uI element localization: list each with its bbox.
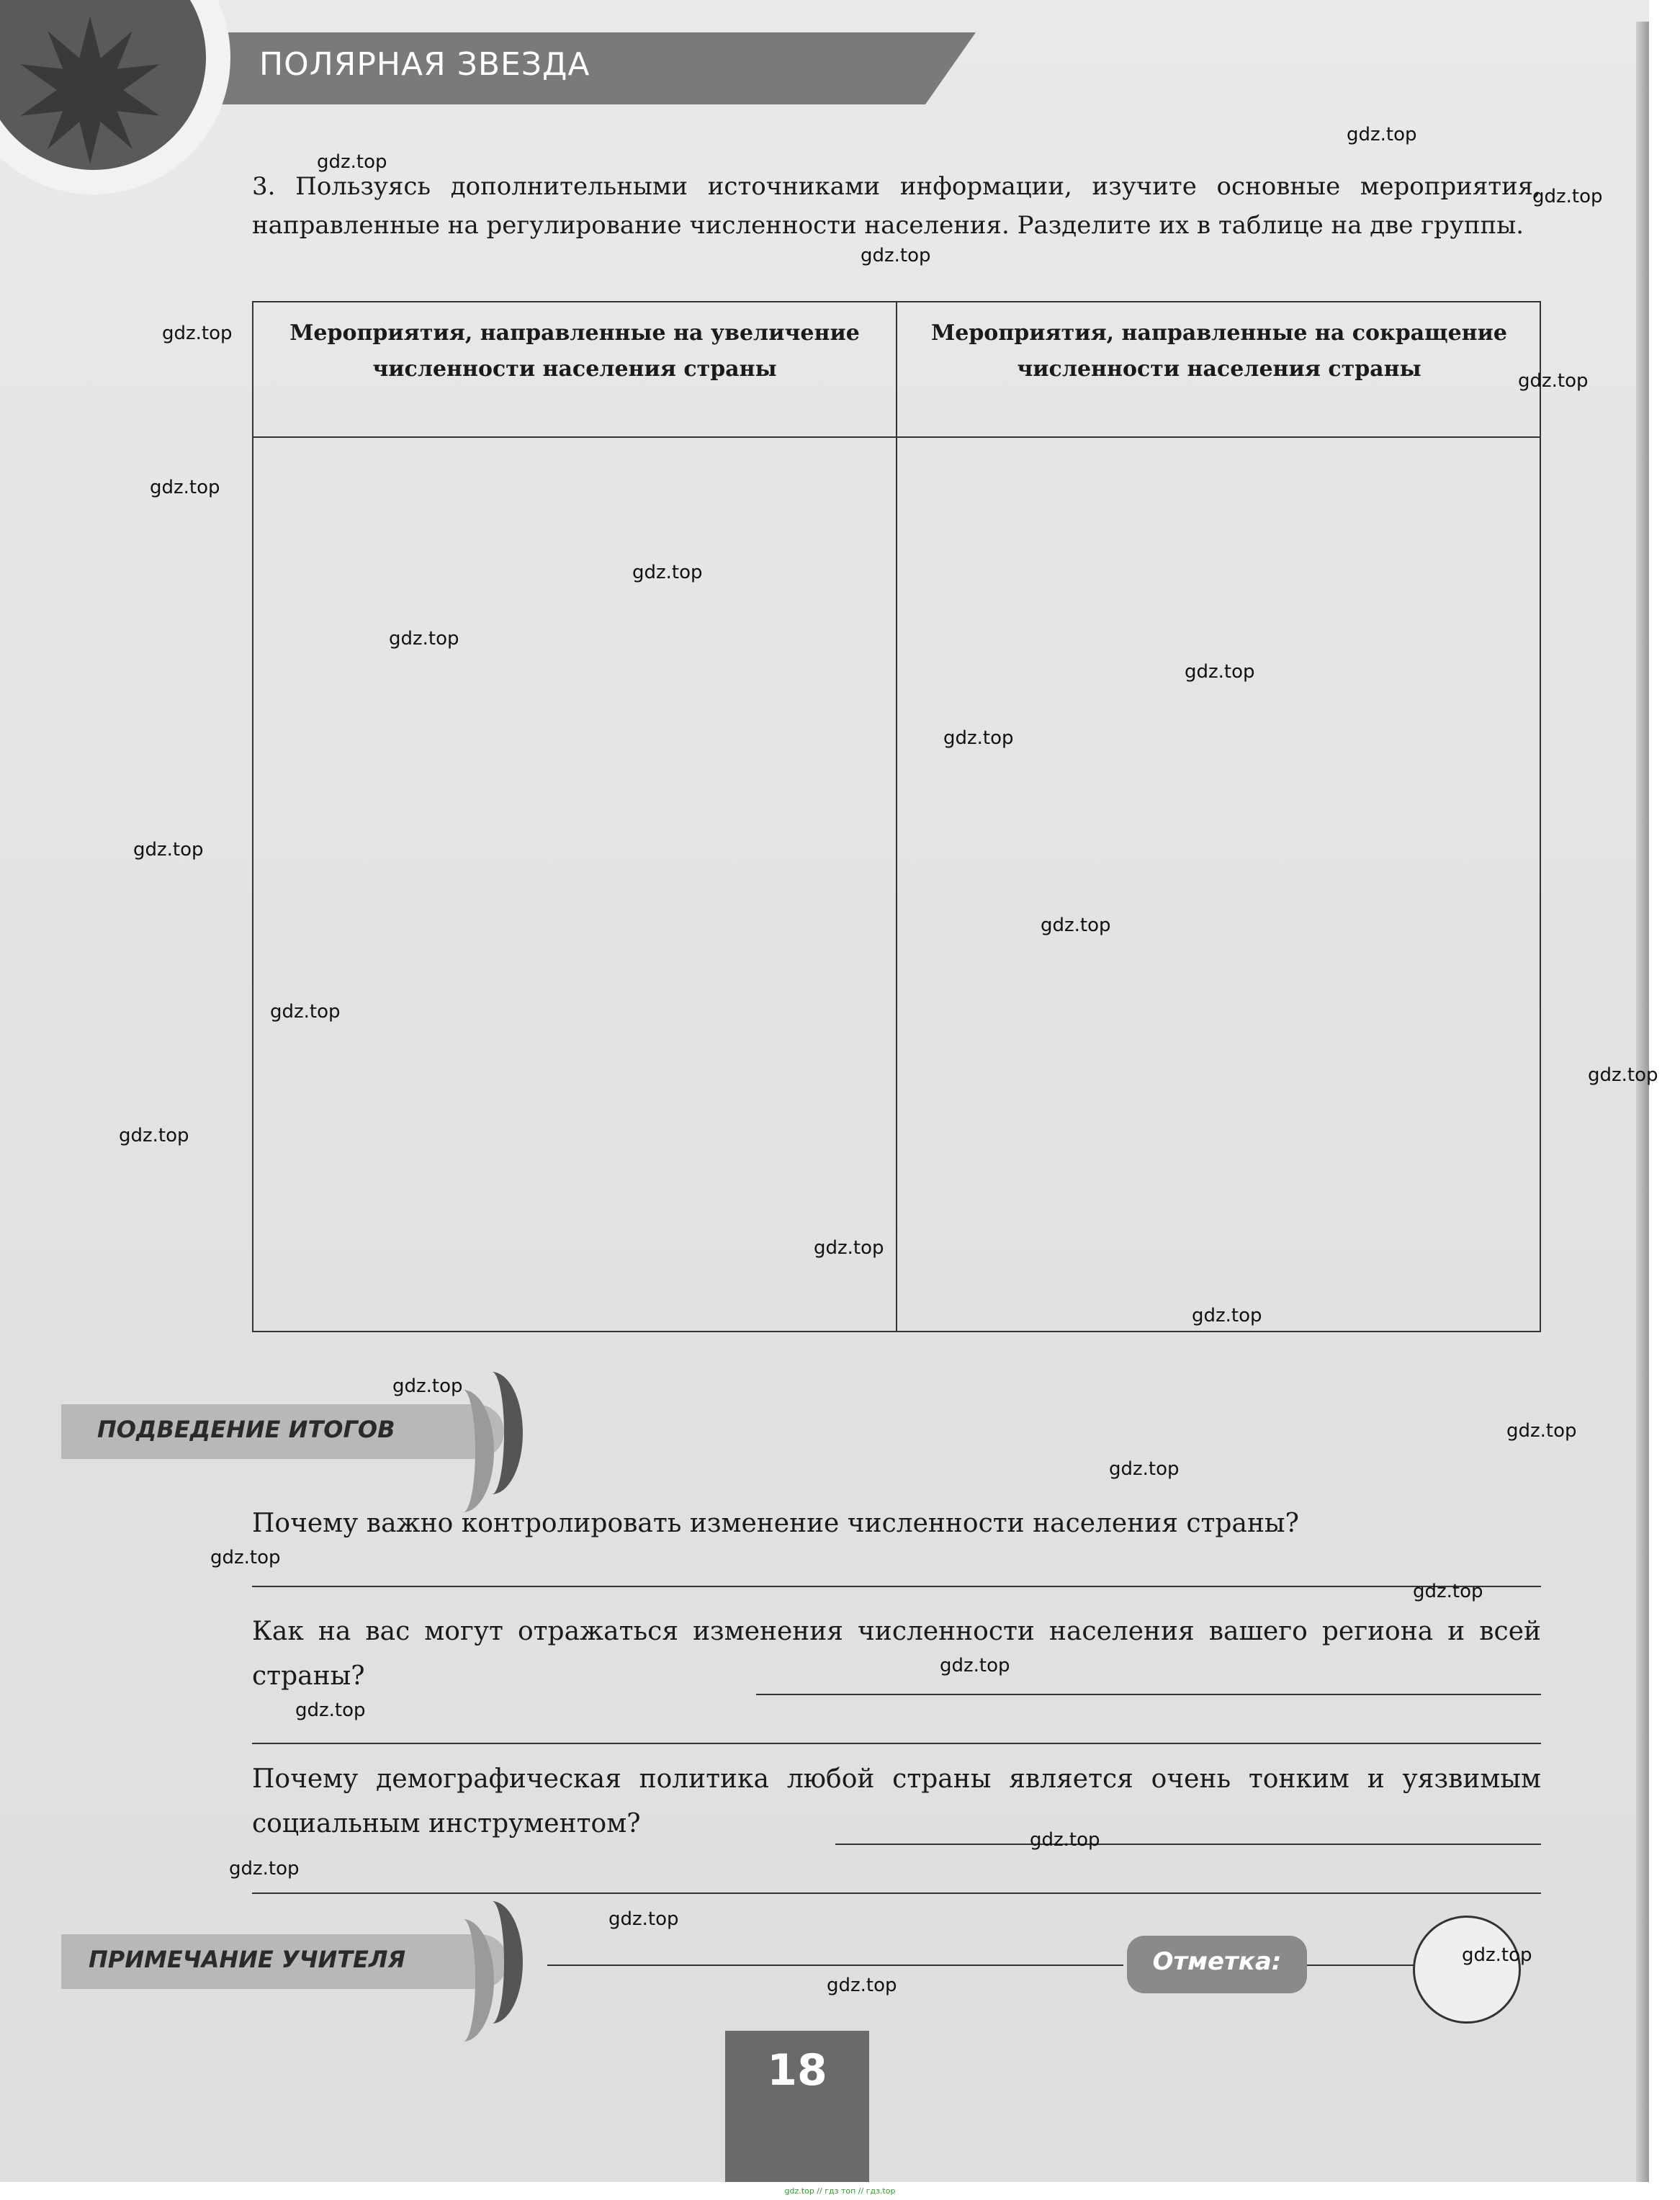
watermark: gdz.top xyxy=(1030,1829,1100,1851)
bottom-note: gdz.top // гдз топ // гдз.top xyxy=(784,2186,896,2196)
watermark: gdz.top xyxy=(861,245,931,266)
table-header-decrease: Мероприятия, направленные на сокращение численности населения страны xyxy=(931,320,1507,382)
grade-label: Отметка: xyxy=(1152,1947,1282,1976)
watermark: gdz.top xyxy=(1506,1420,1577,1442)
teacher-heading: ПРИМЕЧАНИЕ УЧИТЕЛЯ xyxy=(89,1946,406,1973)
watermark: gdz.top xyxy=(162,323,233,344)
table-header-increase: Мероприятия, направленные на увеличение численности населения страны xyxy=(289,320,860,382)
watermark: gdz.top xyxy=(1532,186,1603,207)
watermark: gdz.top xyxy=(1462,1944,1532,1966)
swoosh-decoration xyxy=(432,1390,494,1512)
grade-badge xyxy=(1127,1936,1307,1993)
watermark: gdz.top xyxy=(608,1908,679,1930)
task-text: 3. Пользуясь дополнительными источниками информации, изучите основные мероприятия, направленные на регулирование численности населения. Разделите их в таблице на две группы. xyxy=(252,172,1541,240)
watermark: gdz.top xyxy=(133,839,204,861)
summary-heading: ПОДВЕДЕНИЕ ИТОГОВ xyxy=(97,1416,395,1443)
watermark: gdz.top xyxy=(392,1375,463,1397)
watermark: gdz.top xyxy=(814,1237,884,1259)
watermark: gdz.top xyxy=(1588,1064,1658,1086)
watermark: gdz.top xyxy=(295,1700,366,1721)
question-2: Как на вас могут отражаться изменения численности населения вашего региона и всей страны? xyxy=(252,1617,1541,1691)
page-edge xyxy=(1636,22,1649,2182)
answer-cell-decrease[interactable] xyxy=(897,438,1540,1331)
watermark: gdz.top xyxy=(827,1975,897,1996)
watermark: gdz.top xyxy=(119,1125,189,1146)
question-3: Почему демографическая политика любой страны является очень тонким и уязвимым социальным инструментом? xyxy=(252,1764,1541,1838)
answer-cell-increase[interactable] xyxy=(253,438,896,1331)
page-number-block xyxy=(725,2031,869,2182)
watermark: gdz.top xyxy=(1518,370,1589,392)
watermark: gdz.top xyxy=(389,628,459,650)
watermark: gdz.top xyxy=(1041,915,1111,936)
watermark: gdz.top xyxy=(1413,1581,1483,1602)
watermark: gdz.top xyxy=(1185,661,1255,683)
answer-line[interactable] xyxy=(252,1893,1541,1894)
watermark: gdz.top xyxy=(1109,1458,1180,1480)
answer-table xyxy=(252,301,1541,1332)
watermark: gdz.top xyxy=(210,1547,281,1568)
answer-line[interactable] xyxy=(756,1694,1541,1695)
watermark: gdz.top xyxy=(150,477,220,498)
grade-circle[interactable] xyxy=(1413,1916,1521,2024)
header-title: ПОЛЯРНАЯ ЗВЕЗДА xyxy=(259,46,590,83)
teacher-note-line xyxy=(1307,1965,1415,1966)
answer-line[interactable] xyxy=(252,1586,1541,1587)
watermark: gdz.top xyxy=(632,562,703,583)
question-1: Почему важно контролировать изменение численности населения страны? xyxy=(252,1509,1299,1538)
watermark: gdz.top xyxy=(1192,1305,1262,1326)
watermark: gdz.top xyxy=(1347,124,1417,145)
page-number: 18 xyxy=(767,2045,827,2096)
watermark: gdz.top xyxy=(940,1655,1010,1676)
watermark: gdz.top xyxy=(229,1858,300,1880)
watermark: gdz.top xyxy=(270,1001,341,1023)
watermark: gdz.top xyxy=(943,727,1014,749)
swoosh-decoration xyxy=(432,1919,494,2042)
answer-line[interactable] xyxy=(252,1743,1541,1744)
answer-line[interactable] xyxy=(835,1844,1541,1845)
watermark: gdz.top xyxy=(317,151,387,173)
star-icon xyxy=(14,14,166,166)
teacher-note-line[interactable] xyxy=(547,1965,1123,1966)
